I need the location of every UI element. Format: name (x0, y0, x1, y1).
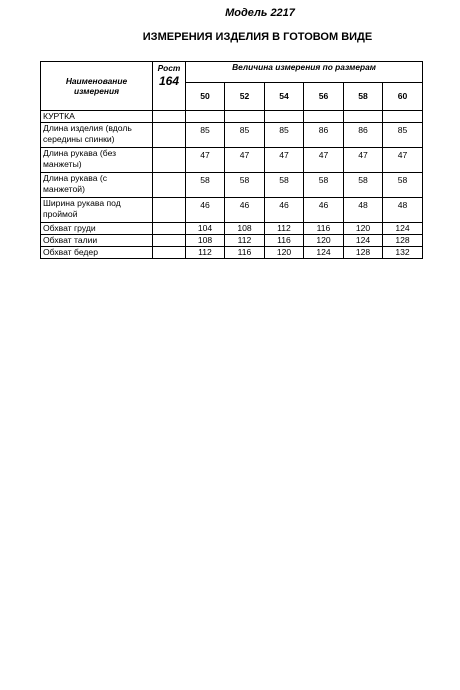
table-cell (344, 111, 383, 123)
table-row (41, 198, 423, 223)
measurement-name: Ширина рукава под проймой (41, 198, 153, 223)
measurement-value: 124 (383, 223, 423, 235)
table-row (41, 173, 423, 198)
measurement-name: Длина рукава (без манжеты) (41, 148, 153, 173)
table-cell (383, 111, 423, 123)
table-cell (186, 111, 225, 123)
measurement-value: 85 (383, 123, 423, 148)
measurement-value: 58 (304, 173, 344, 198)
measurement-value: 47 (265, 148, 304, 173)
measurement-value: 58 (383, 173, 423, 198)
measurement-value: 58 (265, 173, 304, 198)
table-cell (225, 111, 265, 123)
table-row (41, 247, 423, 259)
table-cell (153, 223, 186, 235)
measurement-value: 116 (265, 235, 304, 247)
table-cell (153, 123, 186, 148)
measurement-value: 47 (186, 148, 225, 173)
size-header: 54 (265, 83, 304, 111)
table-row (41, 235, 423, 247)
measurement-value: 112 (225, 235, 265, 247)
measurement-value: 124 (304, 247, 344, 259)
measurement-value: 46 (186, 198, 225, 223)
measurement-value: 85 (265, 123, 304, 148)
measurement-value: 116 (225, 247, 265, 259)
table-cell (153, 173, 186, 198)
measurement-value: 120 (265, 247, 304, 259)
measurement-value: 86 (344, 123, 383, 148)
measurement-value: 47 (344, 148, 383, 173)
measurement-value: 116 (304, 223, 344, 235)
table-cell (153, 198, 186, 223)
measurement-value: 58 (225, 173, 265, 198)
measurement-value: 108 (186, 235, 225, 247)
sizes-group-header: Величина измерения по размерам (186, 62, 423, 83)
measurement-value: 48 (383, 198, 423, 223)
height-value: 164 (158, 73, 180, 88)
measurement-name: Длина рукава (с манжетой) (41, 173, 153, 198)
measurement-value: 112 (186, 247, 225, 259)
measurement-value: 124 (344, 235, 383, 247)
measurements-table (40, 61, 423, 259)
table-row (41, 223, 423, 235)
table-cell (153, 148, 186, 173)
measurement-value: 46 (225, 198, 265, 223)
measurement-value: 120 (344, 223, 383, 235)
measurement-name: Длина изделия (вдоль середины спинки) (41, 123, 153, 148)
table-row (41, 123, 423, 148)
measurement-value: 132 (383, 247, 423, 259)
table-cell (153, 235, 186, 247)
measurement-value: 47 (225, 148, 265, 173)
measurement-value: 58 (186, 173, 225, 198)
size-header: 56 (304, 83, 344, 111)
size-header: 58 (344, 83, 383, 111)
section-label: КУРТКА (41, 111, 153, 123)
measurement-value: 86 (304, 123, 344, 148)
table-cell (304, 111, 344, 123)
measurement-value: 46 (265, 198, 304, 223)
section-row (41, 111, 423, 123)
measurement-name: Обхват груди (41, 223, 153, 235)
size-header: 50 (186, 83, 225, 111)
measurement-name: Обхват бедер (41, 247, 153, 259)
measurement-value: 85 (186, 123, 225, 148)
table-row (41, 148, 423, 173)
measurement-value: 128 (383, 235, 423, 247)
table-cell (153, 247, 186, 259)
size-header: 60 (383, 83, 423, 111)
size-header: 52 (225, 83, 265, 111)
measurement-name: Обхват талии (41, 235, 153, 247)
measurement-value: 48 (344, 198, 383, 223)
height-label: Рост (157, 63, 181, 73)
model-title: Модель 2217 (225, 7, 295, 19)
name-column-header: Наименование измерения (41, 62, 153, 111)
document-title: ИЗМЕРЕНИЯ ИЗДЕЛИЯ В ГОТОВОМ ВИДЕ (142, 31, 373, 43)
measurement-value: 47 (383, 148, 423, 173)
measurement-value: 128 (344, 247, 383, 259)
table-cell (153, 111, 186, 123)
measurement-value: 112 (265, 223, 304, 235)
measurement-value: 58 (344, 173, 383, 198)
measurement-value: 120 (304, 235, 344, 247)
measurement-value: 47 (304, 148, 344, 173)
measurement-value: 85 (225, 123, 265, 148)
measurement-value: 46 (304, 198, 344, 223)
table-cell (265, 111, 304, 123)
measurement-value: 104 (186, 223, 225, 235)
height-header (153, 62, 186, 111)
measurement-value: 108 (225, 223, 265, 235)
